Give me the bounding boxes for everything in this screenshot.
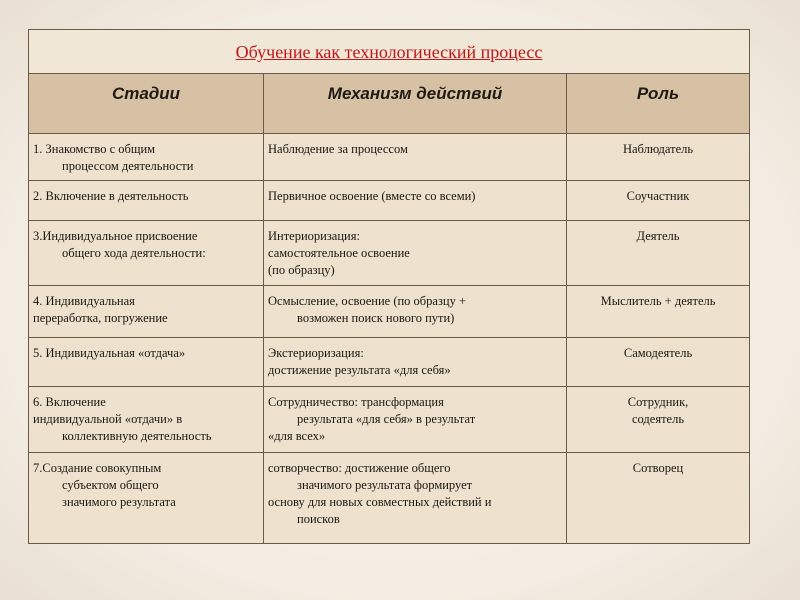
stage-cell	[29, 386, 264, 452]
mechanism-cell-text: «для всех»	[268, 428, 326, 443]
role-cell-text: Наблюдатель	[622, 141, 694, 156]
role-cell-text: Сотрудник,	[627, 394, 689, 409]
mechanism-cell-text: сотворчество: достижение общего	[268, 461, 451, 476]
mechanism-cell-text: Интериоризация:	[268, 229, 360, 244]
stage-cell-text: 6. Включение	[33, 394, 106, 409]
mechanism-cell-text: значимого результата формирует	[297, 478, 473, 493]
mechanism-cell	[264, 286, 567, 337]
table-row	[29, 286, 750, 337]
role-cell-text: Самодеятель	[623, 345, 693, 360]
header-role: Роль	[567, 73, 750, 133]
stage-cell-text: 4. Индивидуальная	[33, 294, 135, 309]
stage-cell-text: 1. Знакомство с общим	[33, 141, 156, 156]
stage-cell-text: значимого результата	[62, 495, 176, 510]
mechanism-cell-text: Экстериоризация:	[268, 345, 364, 360]
mechanism-cell	[264, 337, 567, 386]
stage-cell	[29, 180, 264, 221]
mechanism-cell-text: Сотрудничество: трансформация	[268, 394, 444, 409]
table-title: Обучение как технологический процесс	[235, 41, 543, 62]
role-cell-text: Деятель	[636, 229, 680, 244]
role-cell-text: Соучастник	[626, 188, 690, 203]
mechanism-cell-text: Первичное освоение (вместе со всеми)	[268, 188, 476, 203]
table-row	[29, 453, 750, 544]
stage-cell	[29, 133, 264, 180]
stage-cell-text: переработка, погружение	[33, 311, 168, 326]
mechanism-cell-text: основу для новых совместных действий и	[268, 495, 492, 510]
mechanism-cell-text: Осмысление, освоение (по образцу +	[268, 294, 467, 309]
role-cell	[567, 337, 750, 386]
role-cell	[567, 221, 750, 286]
mechanism-cell	[264, 221, 567, 286]
mechanism-cell	[264, 386, 567, 452]
role-cell-text: Сотворец	[632, 461, 684, 476]
mechanism-cell	[264, 453, 567, 544]
stage-cell	[29, 286, 264, 337]
mechanism-cell-text: возможен поиск нового пути)	[297, 311, 455, 326]
stage-cell-text: субъектом общего	[62, 478, 159, 493]
mechanism-cell-text: самостоятельное освоение	[268, 246, 410, 261]
role-cell	[567, 453, 750, 544]
stage-cell-text: 2. Включение в деятельность	[33, 188, 189, 203]
mechanism-cell-text: Наблюдение за процессом	[268, 141, 408, 156]
stage-cell-text: 3.Индивидуальное присвоение	[33, 229, 198, 244]
stage-cell-text: индивидуальной «отдачи» в	[33, 411, 183, 426]
table-row	[29, 386, 750, 452]
mechanism-cell-text: поисков	[297, 512, 340, 527]
stage-cell-text: 5. Индивидуальная «отдача»	[33, 345, 186, 360]
stage-cell	[29, 337, 264, 386]
mechanism-cell	[264, 180, 567, 221]
table-row	[29, 337, 750, 386]
role-cell	[567, 286, 750, 337]
table-row	[29, 133, 750, 180]
stage-cell-text: общего хода деятельности:	[62, 246, 206, 261]
mechanism-cell	[264, 133, 567, 180]
header-row	[29, 73, 750, 133]
header-mechanism: Механизм действий	[264, 73, 567, 133]
table-row	[29, 221, 750, 286]
mechanism-cell-text: (по образцу)	[268, 263, 335, 278]
mechanism-cell-text: достижение результата «для себя»	[268, 362, 451, 377]
header-stages: Стадии	[29, 73, 264, 133]
role-cell-text: Мыслитель + деятель	[600, 294, 716, 309]
stage-cell-text: 7.Создание совокупным	[33, 461, 162, 476]
process-table	[28, 29, 750, 544]
role-cell	[567, 386, 750, 452]
role-cell-text: содеятель	[631, 411, 685, 426]
table-title-cell	[29, 30, 750, 74]
mechanism-cell-text: результата «для себя» в результат	[297, 411, 476, 426]
stage-cell	[29, 453, 264, 544]
stage-cell-text: процессом деятельности	[62, 158, 194, 173]
stage-cell	[29, 221, 264, 286]
table-row	[29, 180, 750, 221]
role-cell	[567, 180, 750, 221]
stage-cell-text: коллективную деятельность	[62, 428, 212, 443]
role-cell	[567, 133, 750, 180]
